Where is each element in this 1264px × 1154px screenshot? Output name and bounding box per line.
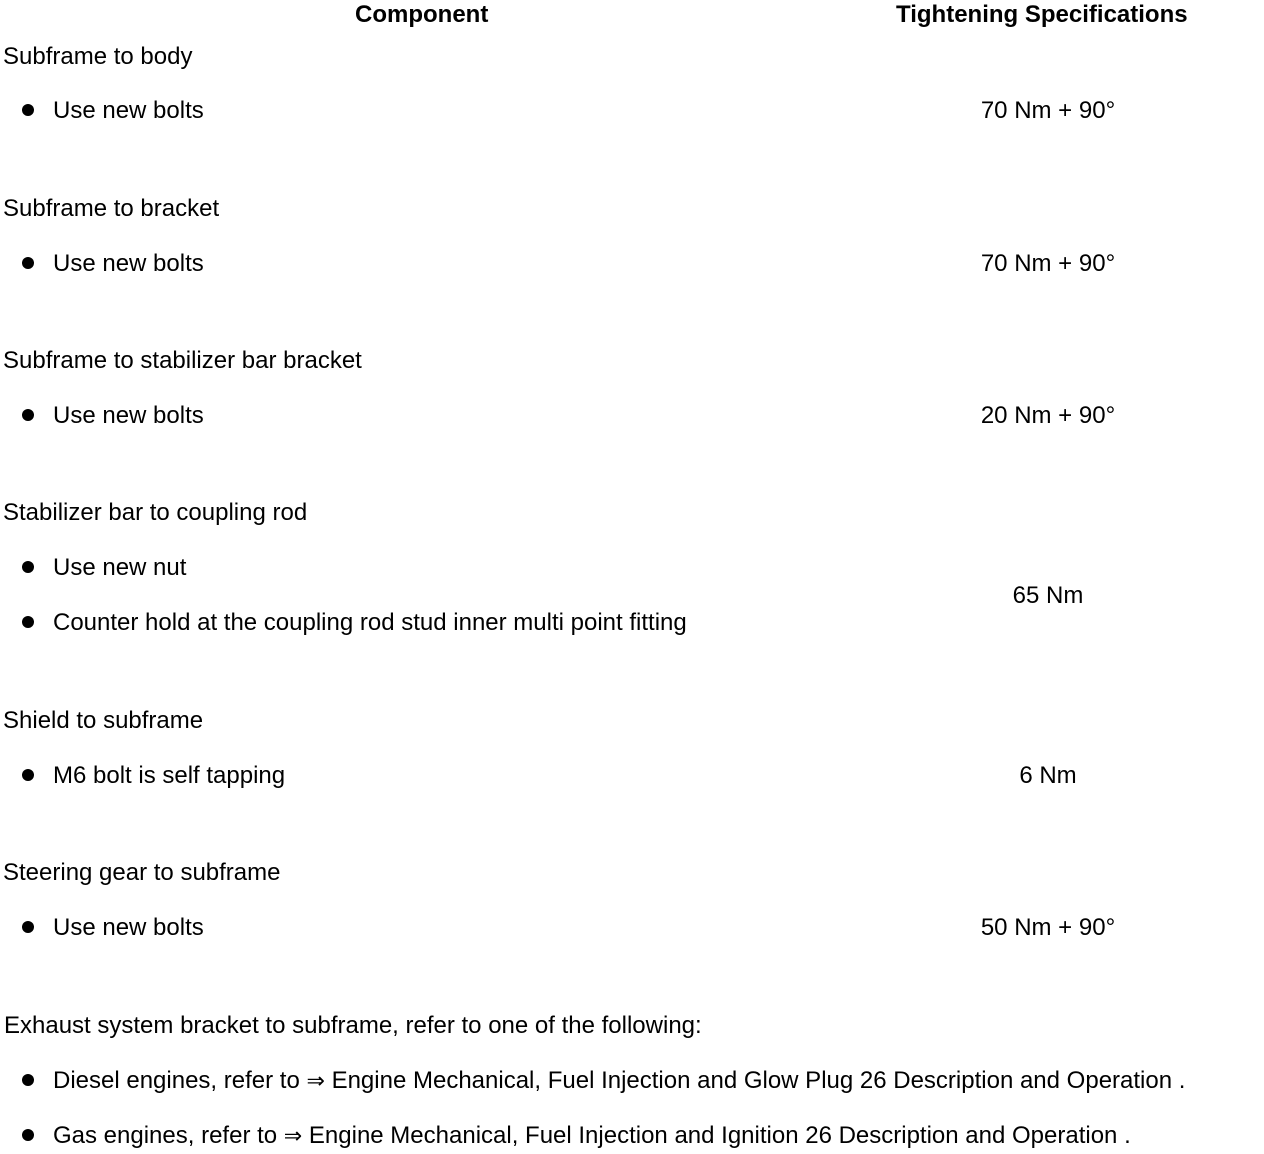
bullet-item bbox=[22, 913, 204, 943]
component-title: Subframe to stabilizer bar bracket bbox=[3, 347, 362, 374]
bullet-text: M6 bolt is self tapping bbox=[53, 762, 286, 789]
bullet-item bbox=[22, 1066, 1185, 1097]
bullet-icon bbox=[22, 104, 34, 116]
reference-prefix: Gas engines, refer to bbox=[53, 1122, 278, 1149]
component-title: Subframe to body bbox=[3, 43, 193, 70]
bullet-icon bbox=[22, 921, 34, 933]
header-spec: Tightening Specifications bbox=[896, 1, 1188, 28]
exhaust-title: Exhaust system bracket to subframe, refer to one of the following: bbox=[4, 1012, 702, 1039]
component-title: Stabilizer bar to coupling rod bbox=[3, 499, 308, 526]
bullet-text: Use new nut bbox=[53, 554, 187, 581]
bullet-item bbox=[22, 249, 204, 279]
torque-value: 70 Nm + 90° bbox=[980, 97, 1116, 124]
bullet-item bbox=[22, 96, 204, 126]
bullet-icon bbox=[22, 1074, 34, 1086]
reference-suffix: . bbox=[1172, 1067, 1186, 1094]
header-component: Component bbox=[355, 1, 489, 28]
bullet-icon bbox=[22, 257, 34, 269]
torque-value: 20 Nm + 90° bbox=[980, 402, 1116, 429]
bullet-text: Use new bolts bbox=[53, 250, 204, 277]
torque-value: 65 Nm bbox=[1012, 582, 1084, 609]
bullet-text: Counter hold at the coupling rod stud inner multi point fitting bbox=[53, 609, 687, 636]
bullet-icon bbox=[22, 769, 34, 781]
bullet-icon bbox=[22, 1129, 34, 1141]
bullet-icon bbox=[22, 616, 34, 628]
gas-reference-link[interactable]: Engine Mechanical, Fuel Injection and Ignition 26 Description and Operation bbox=[308, 1122, 1118, 1149]
bullet-item bbox=[22, 1121, 1131, 1152]
torque-value: 50 Nm + 90° bbox=[980, 914, 1116, 941]
diesel-reference-link[interactable]: Engine Mechanical, Fuel Injection and Glow Plug 26 Description and Operation bbox=[331, 1067, 1173, 1094]
component-title: Shield to subframe bbox=[3, 707, 204, 734]
torque-value: 70 Nm + 90° bbox=[980, 250, 1116, 277]
reference-suffix: . bbox=[1117, 1122, 1131, 1149]
bullet-icon bbox=[22, 561, 34, 573]
component-title: Subframe to bracket bbox=[3, 195, 220, 222]
bullet-item bbox=[22, 761, 285, 791]
component-title: Steering gear to subframe bbox=[3, 859, 281, 886]
bullet-item bbox=[22, 401, 204, 431]
bullet-icon bbox=[22, 409, 34, 421]
arrow-icon: ⇒ bbox=[283, 1124, 303, 1149]
bullet-text: Use new bolts bbox=[53, 97, 204, 124]
bullet-text: Use new bolts bbox=[53, 914, 204, 941]
bullet-item bbox=[22, 553, 186, 583]
torque-value: 6 Nm bbox=[1019, 762, 1077, 789]
reference-prefix: Diesel engines, refer to bbox=[53, 1067, 300, 1094]
bullet-item bbox=[22, 608, 687, 638]
bullet-text: Use new bolts bbox=[53, 402, 204, 429]
arrow-icon: ⇒ bbox=[306, 1069, 325, 1094]
